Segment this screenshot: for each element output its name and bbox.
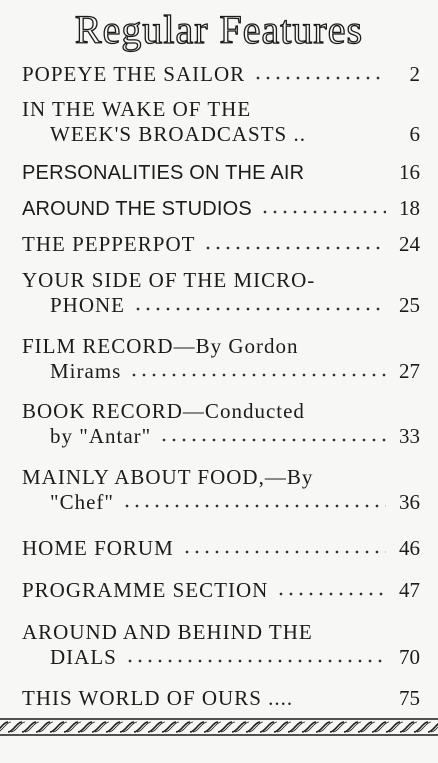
toc-entry-title: IN THE WAKE OF THE: [22, 97, 252, 121]
toc-entry-title-line2: DIALS: [50, 645, 117, 669]
toc-entry-title-line2: "Chef": [50, 490, 114, 514]
toc-entry-around-studios[interactable]: [22, 196, 420, 221]
leader-dots: [125, 658, 386, 664]
toc-entry-title-line1: MAINLY ABOUT FOOD,—By: [22, 465, 314, 489]
toc-entry-popeye[interactable]: [22, 62, 420, 87]
leader-dots: [276, 591, 386, 597]
toc-entry-title-line1: AROUND AND BEHIND THE: [22, 620, 313, 644]
toc-entry-title: THIS WORLD OF OURS ....: [22, 686, 294, 710]
toc-entry-this-world[interactable]: [22, 686, 420, 711]
toc-entry-title-line1: YOUR SIDE OF THE MICRO-: [22, 268, 316, 292]
leader-dots: [122, 503, 386, 509]
toc-entry-book-record[interactable]: [22, 399, 420, 449]
page-number: 18: [399, 196, 420, 220]
page-number: 6: [409, 122, 420, 146]
page-number: 27: [399, 359, 420, 383]
toc-entry-title: THE PEPPERPOT: [22, 232, 196, 256]
page-number: 25: [399, 293, 420, 317]
page-number: 16: [399, 160, 420, 184]
toc-entry-title: PROGRAMME SECTION: [22, 578, 269, 602]
toc-entry-title-line2: PHONE: [50, 293, 126, 317]
page-number: 70: [399, 645, 420, 669]
toc-entry-your-side[interactable]: [22, 268, 420, 318]
toc-entry-title: PERSONALITIES ON THE AIR: [22, 162, 305, 184]
toc-entry-title-line1: BOOK RECORD—Conducted: [22, 399, 305, 423]
leader-dots: [203, 245, 386, 251]
page-number: 36: [399, 490, 420, 514]
page-number: 2: [409, 62, 420, 86]
page-number: 24: [399, 232, 420, 256]
toc-entry-personalities[interactable]: [22, 160, 420, 185]
toc-entry-title-line1: FILM RECORD—By Gordon: [22, 334, 299, 358]
toc-entry-title: HOME FORUM: [22, 536, 174, 560]
toc-entry-around-dials[interactable]: [22, 620, 420, 670]
page-number: 47: [399, 578, 420, 602]
toc-entry-home-forum[interactable]: [22, 536, 420, 561]
toc-entry-title-line2: by "Antar": [50, 424, 152, 448]
leader-dots: [129, 372, 386, 378]
leader-dots: [253, 75, 386, 81]
page-title: Regular Features: [74, 7, 364, 52]
toc-entry-title: POPEYE THE SAILOR: [22, 62, 246, 86]
toc-entry-wake-of-week[interactable]: [22, 97, 420, 147]
leader-dots: [260, 209, 386, 215]
toc-entry-pepperpot[interactable]: [22, 232, 420, 257]
toc-entry-title-line1: [22, 97, 420, 122]
leader-dots: [133, 306, 386, 312]
page-number: 75: [399, 686, 420, 710]
leader-dots: [182, 549, 386, 555]
toc-entry-title-line2: Mirams: [50, 359, 122, 383]
toc-entry-title: AROUND THE STUDIOS: [22, 198, 252, 220]
page-number: 33: [399, 424, 420, 448]
decorative-rope-border: [0, 716, 438, 738]
toc-entry-film-record[interactable]: [22, 334, 420, 384]
page-number: 46: [399, 536, 420, 560]
toc-entry-mainly-food[interactable]: [22, 465, 420, 515]
leader-dots: [159, 437, 386, 443]
toc-entry-programme-section[interactable]: [22, 578, 420, 603]
toc-entry-title-line2: WEEK'S BROADCASTS ..: [50, 122, 306, 146]
